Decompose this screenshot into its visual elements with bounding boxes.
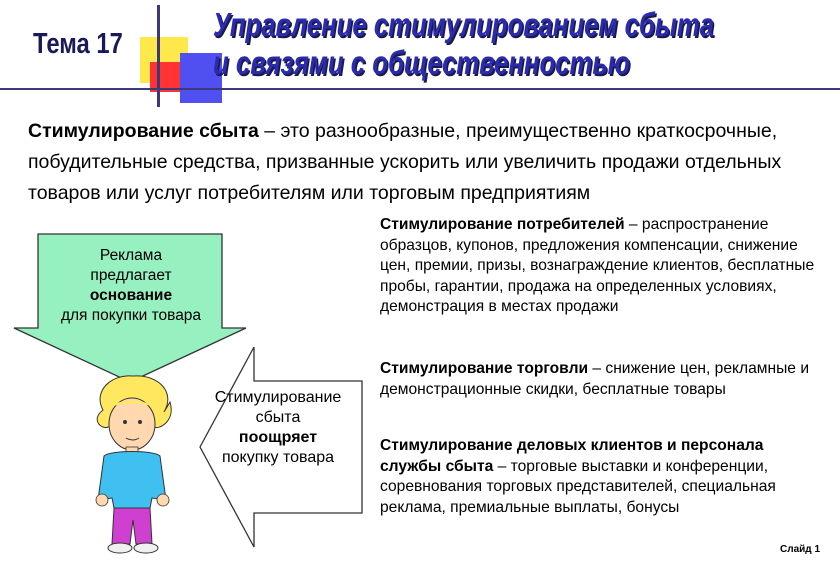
definition-term: Стимулирование сбыта (28, 120, 259, 142)
slide-number-label: Слайд (780, 544, 812, 555)
consumer-promotion-heading: Стимулирование потребителей (380, 216, 625, 233)
slide-number (780, 544, 820, 555)
definition-paragraph (28, 116, 818, 209)
trade-promotion-text: – снижение цен, рекламные и демонстрационные скидки, бесплатные товары (380, 360, 810, 398)
promotion-line3: поощряет (238, 429, 318, 446)
advertising-line2: предлагает (90, 267, 172, 284)
advertising-note (38, 246, 224, 326)
topic-label: Тема 17 (33, 28, 123, 60)
definition-text: – это разнообразные, преимущественно краткосрочные, побудительные средства, призванные ускорить или увеличить продажи отдельных товаров или услуг потребителям или торговым предприятиям (28, 120, 782, 204)
trade-promotion-block (380, 359, 820, 400)
business-promotion-block (380, 436, 820, 518)
trade-promotion-heading: Стимулирование торговли (380, 360, 589, 377)
consumer-promotion-text: – распространение образцов, купонов, предложения компенсации, снижение цен, премии, призы, вознаграждение клиентов, бесплатные пробы, гарантии, продажа на определенных условиях, демонстрация в местах продажи (380, 216, 815, 315)
person-illustration-icon (88, 372, 178, 557)
slide-title-line2: и связями с общественностью (213, 44, 630, 81)
advertising-line1: Реклама (99, 247, 163, 264)
decor-vertical-line (157, 5, 160, 107)
promotion-line1: Стимулирование (214, 389, 342, 406)
promotion-note (203, 388, 353, 468)
slide-title (213, 6, 714, 82)
advertising-line4: для покупки товара (60, 307, 202, 324)
promotion-line4: покупку товара (221, 449, 335, 466)
business-promotion-heading: Стимулирование деловых клиентов и персонала службы сбыта (380, 437, 764, 475)
business-promotion-text: – торговые выставки и конференции, соревнования торговых представителей, специальная реклама, премиальные выплаты, бонусы (380, 457, 776, 516)
consumer-promotion-block (380, 215, 820, 318)
promotion-line2: сбыта (255, 409, 301, 426)
decor-horizontal-line (0, 88, 840, 90)
slide-title-line1: Управление стимулированием сбыта (213, 6, 715, 43)
advertising-line3: основание (89, 287, 173, 304)
slide-number-value: 1 (814, 544, 820, 555)
